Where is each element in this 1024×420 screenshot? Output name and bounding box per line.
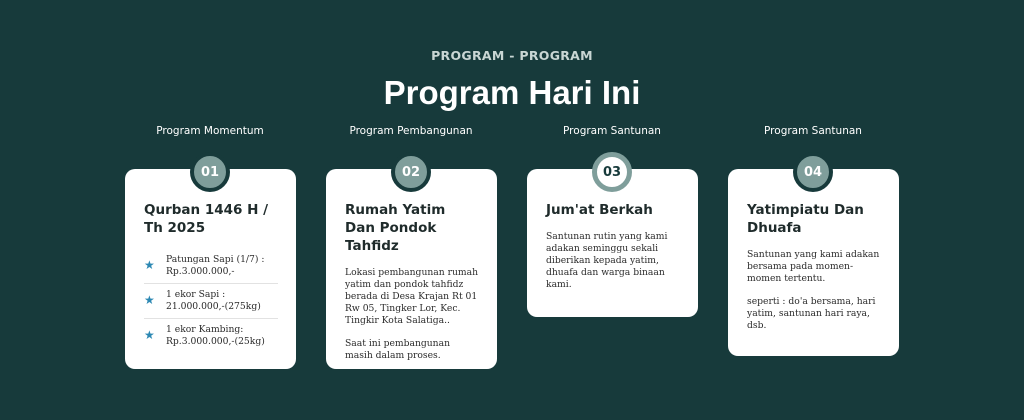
list-item [144,319,278,353]
program-card-title: Yatimpiatu Dan Dhuafa [747,202,864,236]
program-card-note: Saat ini pembangunan masih dalam proses. [345,338,450,361]
star-icon: ★ [144,328,155,342]
program-card-description: Santunan rutin yang kami adakan seminggu sekali diberikan kepada yatim, dhuafa dan warga binaan kami. [546,231,668,290]
list-item [144,284,278,319]
program-card-title: Qurban 1446 H / Th 2025 [144,202,269,236]
program-category-label: Program Momentum [156,125,264,137]
program-number-badge: 04 [793,152,833,192]
program-card-title: Rumah Yatim Dan Pondok Tahfidz [345,202,446,254]
program-number-badge-active: 03 [592,152,632,192]
program-category-label: Program Santunan [563,125,661,137]
list-item-text: 1 ekor Kambing: Rp.3.000.000,-(25kg) [166,324,265,347]
list-item [144,249,278,284]
program-card-note: seperti : do'a bersama, hari yatim, santunan hari raya, dsb. [747,296,876,331]
program-card-description: Lokasi pembangunan rumah yatim dan pondok tahfidz berada di Desa Krajan Rt 01 Rw 05, Tingker Lor, Kec. Tingkir Kota Salatiga.. [345,267,479,326]
list-item-text: Patungan Sapi (1/7) : Rp.3.000.000,- [166,254,265,277]
price-list [144,249,278,353]
section-eyebrow: PROGRAM - PROGRAM [431,48,593,63]
program-card-title: Jum'at Berkah [546,202,653,218]
program-card[interactable] [326,169,497,369]
program-number-badge: 01 [190,152,230,192]
program-category-label: Program Pembangunan [349,125,473,137]
program-category-label: Program Santunan [764,125,862,137]
program-card-description: Santunan yang kami adakan bersama pada momen-momen tertentu. [747,249,880,284]
star-icon: ★ [144,293,155,307]
program-card[interactable] [728,169,899,356]
program-number-badge: 02 [391,152,431,192]
page-title: Program Hari Ini [383,74,641,111]
list-item-text: 1 ekor Sapi : 21.000.000,-(275kg) [166,289,261,312]
program-card[interactable] [125,169,296,369]
star-icon: ★ [144,258,155,272]
